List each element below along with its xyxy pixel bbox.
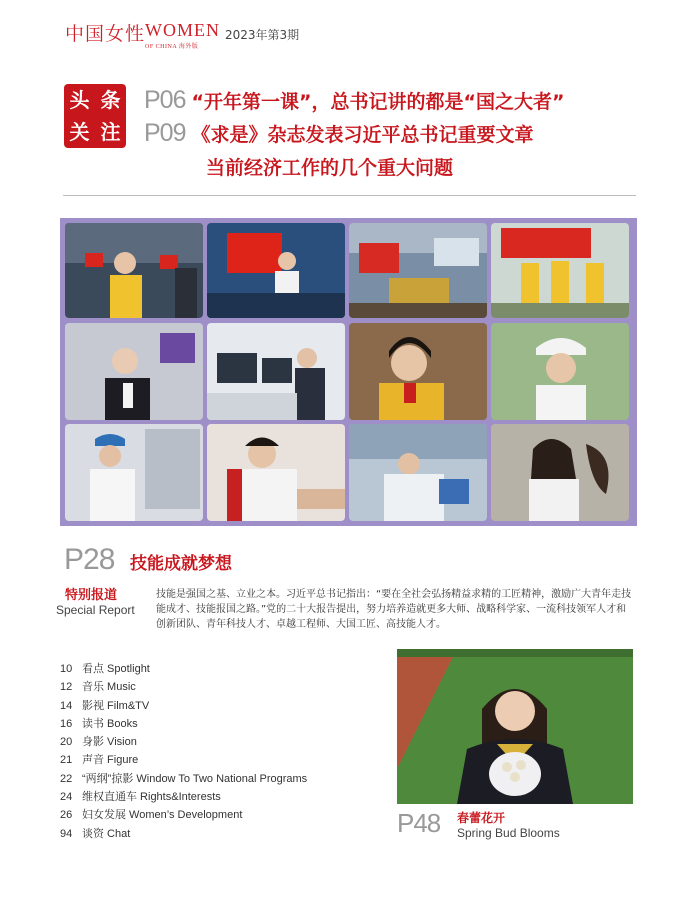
- contents-page: 24: [60, 791, 73, 804]
- contents-label: “两纲”掠影 Window To Two National Programs: [82, 772, 308, 785]
- contents-page: 12: [60, 681, 73, 694]
- contents-page: 14: [60, 699, 73, 712]
- contents-item[interactable]: [60, 733, 307, 751]
- feature-page-number: P28: [64, 543, 115, 576]
- photo-collage[interactable]: [60, 218, 637, 526]
- photo-volunteer-portrait: [349, 323, 487, 420]
- contents-label: 维权直通车 Rights&Interests: [82, 791, 221, 804]
- seal-char: 关: [69, 120, 90, 144]
- masthead-english: WOMEN: [145, 20, 220, 40]
- contents-item[interactable]: [60, 660, 307, 678]
- contents-item[interactable]: [60, 770, 307, 788]
- contents-page: 20: [60, 736, 73, 749]
- contents-item[interactable]: [60, 715, 307, 733]
- headline-text: 当前经济工作的几个重大问题: [206, 157, 454, 179]
- feature-title[interactable]: 技能成就梦想: [130, 554, 232, 574]
- headline-seal: [64, 84, 126, 148]
- photo-athlete-flag: [207, 223, 345, 318]
- photo-lab-worker: [349, 424, 487, 521]
- contents-label: 读书 Books: [82, 717, 138, 730]
- cover-story-title-en: Spring Bud Blooms: [457, 826, 560, 840]
- contents-label: 音乐 Music: [82, 681, 136, 694]
- photo-graduate-bouquet[interactable]: [397, 649, 633, 804]
- seal-char: 头: [69, 88, 90, 112]
- cover-story-title-cn[interactable]: 春蕾花开: [457, 811, 506, 825]
- contents-item[interactable]: [60, 825, 307, 843]
- photo-computer-worker: [207, 323, 345, 420]
- contents-page: 22: [60, 772, 73, 785]
- headline-item-continued: [206, 153, 453, 180]
- photo-hair-stylist: [491, 424, 629, 521]
- issue-number: 2023年第3期: [225, 28, 300, 42]
- cover-story-page-number: P48: [397, 808, 441, 838]
- contents-page: 10: [60, 663, 73, 675]
- feature-body: 技能是强国之基、立业之本。习近平总书记指出：“要在全社会弘扬精益求精的工匠精神，激励广大青年走技能成才、技能报国之路。”党的二十大报告提出，努力培养造就更多大师、战略科学家、一流科技领军人才和创新团队、青年科技人才、卓越工程师、大国工匠、高技能人才。: [156, 589, 632, 630]
- seal-char: 注: [100, 120, 121, 144]
- photo-worker-machine: [65, 424, 203, 521]
- contents-page: 21: [60, 754, 73, 767]
- contents-item[interactable]: [60, 697, 307, 715]
- headline-page: P06: [144, 86, 186, 114]
- contents-label: 谈资 Chat: [82, 827, 131, 840]
- section-label-cn: 特别报道: [65, 588, 118, 603]
- contents-label: 身影 Vision: [82, 736, 137, 749]
- contents-label: 声音 Figure: [82, 754, 139, 767]
- headline-item[interactable]: [144, 119, 534, 148]
- contents-item[interactable]: [60, 806, 307, 824]
- divider: [63, 195, 636, 196]
- section-label-en: Special Report: [56, 603, 135, 617]
- headline-text: 《求是》杂志发表习近平总书记重要文章: [191, 124, 534, 146]
- photo-girl-cap: [491, 323, 629, 420]
- contents-item[interactable]: [60, 788, 307, 806]
- contents-label: 看点 Spotlight: [82, 663, 150, 675]
- masthead-chinese: 中国女性: [65, 23, 146, 45]
- contents-list: [60, 660, 307, 843]
- photo-ceremony-flags: [65, 223, 203, 318]
- photo-flag-bearers: [491, 223, 629, 318]
- contents-label: 影视 Film&TV: [82, 699, 150, 712]
- photo-stage-flags: [349, 223, 487, 318]
- photo-nail-artist: [207, 424, 345, 521]
- contents-page: 16: [60, 717, 73, 730]
- masthead-subtitle: OF CHINA 海外版: [145, 44, 199, 50]
- contents-label: 妇女发展 Women’s Development: [82, 809, 243, 822]
- contents-page: 94: [60, 827, 73, 840]
- headline-text: “开年第一课”，总书记讲的都是“国之大者”: [191, 91, 565, 113]
- headline-page: P09: [144, 119, 186, 147]
- seal-char: 条: [100, 88, 121, 112]
- photo-speaker-microphone: [65, 323, 203, 420]
- contents-item[interactable]: [60, 678, 307, 696]
- contents-page: 26: [60, 809, 73, 822]
- headline-item[interactable]: [144, 86, 564, 115]
- contents-item[interactable]: [60, 751, 307, 769]
